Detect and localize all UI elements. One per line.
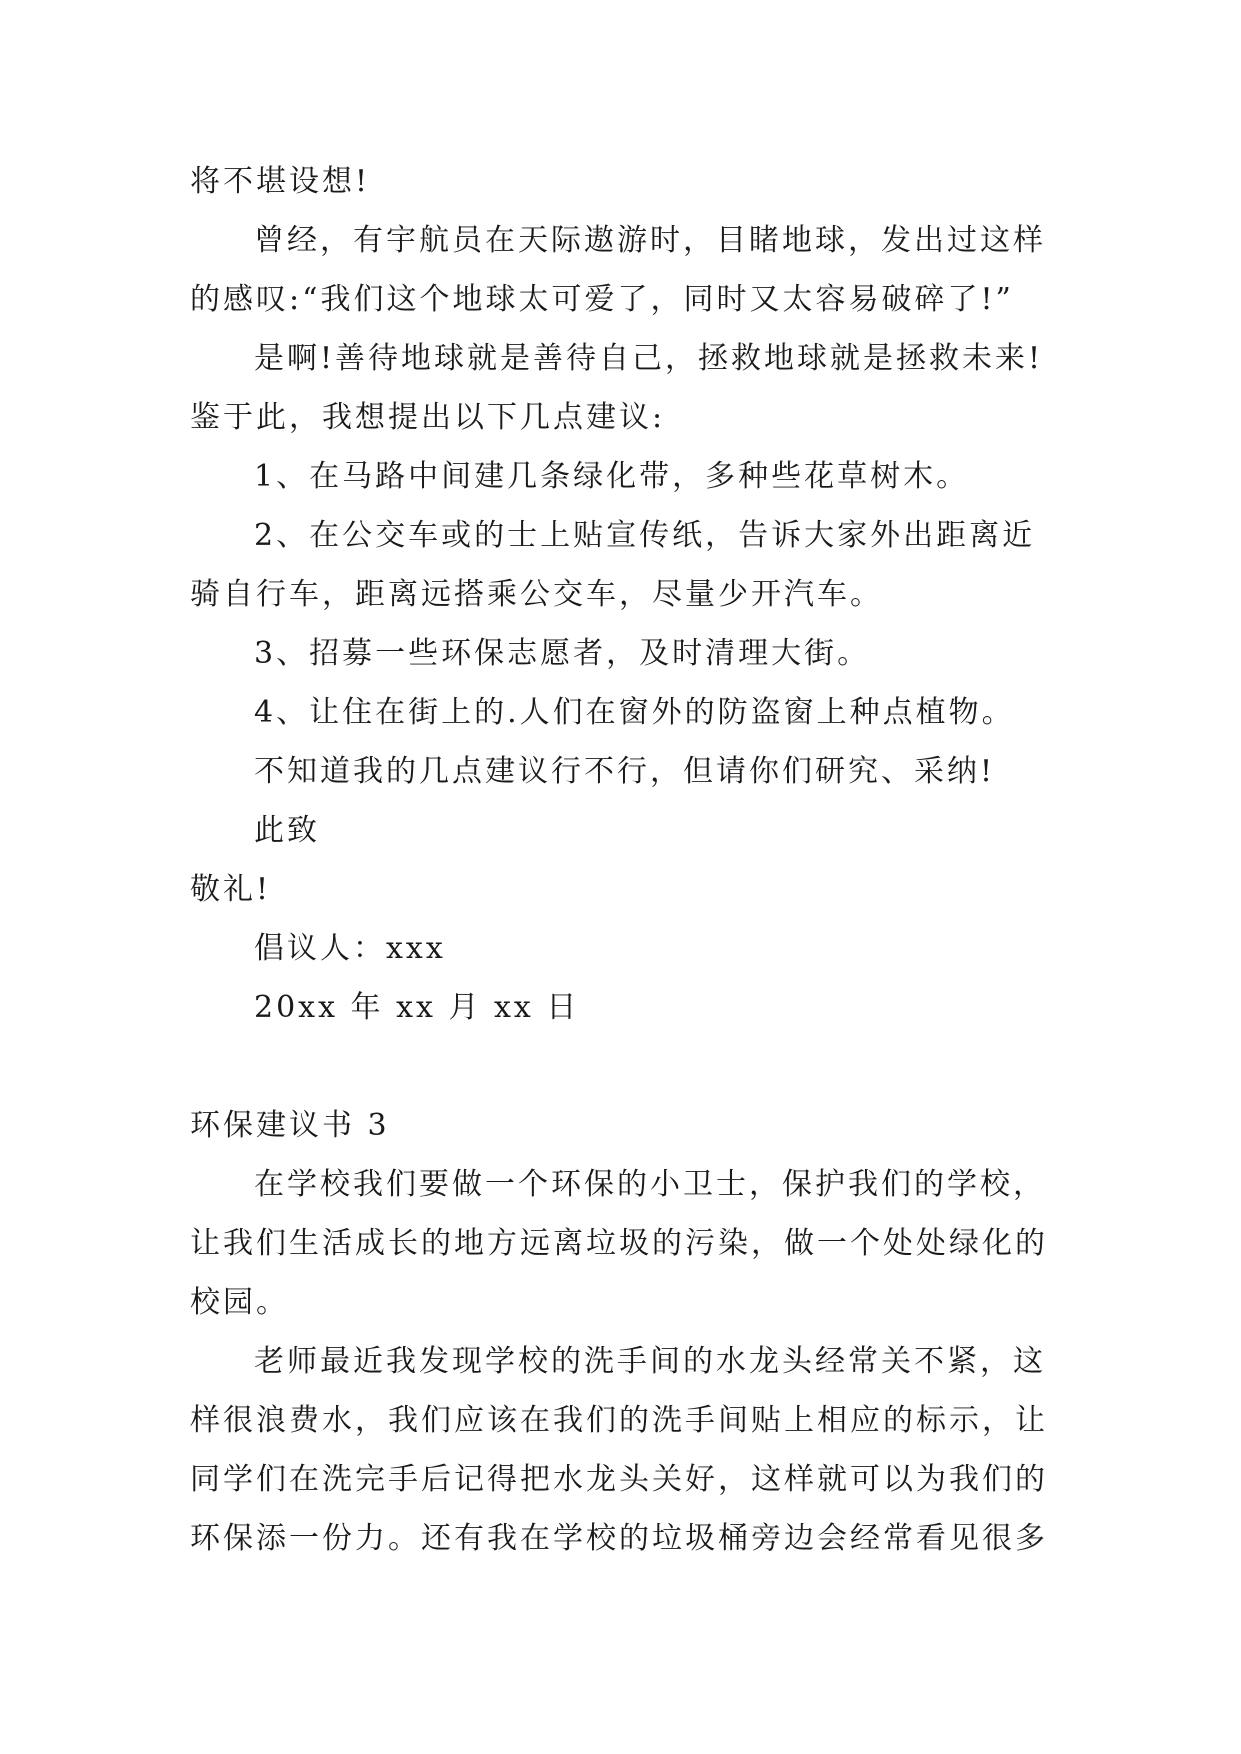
section-spacer <box>190 1037 1060 1096</box>
list-item: 1、在马路中间建几条绿化带，多种些花草树木。 <box>254 459 970 494</box>
document-page <box>190 152 1060 1568</box>
list-item: 2、在公交车或的士上贴宣传纸，告诉大家外出距离近 <box>254 518 1036 553</box>
paragraph-line: 环保添一份力。还有我在学校的垃圾桶旁边会经常看见很多 <box>190 1521 1048 1556</box>
closing-paragraph: 不知道我的几点建议行不行，但请你们研究、采纳! <box>254 754 996 789</box>
paragraph-line: 校园。 <box>190 1285 289 1320</box>
list-item: 4、让住在街上的.人们在窗外的防盗窗上种点植物。 <box>254 695 1015 730</box>
section-title: 环保建议书 3 <box>190 1108 390 1143</box>
signature-author: 倡议人：xxx <box>254 931 446 966</box>
paragraph-line: 同学们在洗完手后记得把水龙头关好，这样就可以为我们的 <box>190 1462 1048 1497</box>
paragraph-line: 将不堪设想! <box>190 164 371 199</box>
salutation: 此致 <box>254 813 320 848</box>
list-item: 3、招募一些环保志愿者，及时清理大街。 <box>254 636 871 671</box>
paragraph-line: 曾经，有宇航员在天际遨游时，目睹地球，发出过这样 <box>254 223 1046 258</box>
paragraph-line: 老师最近我发现学校的洗手间的水龙头经常关不紧，这 <box>254 1344 1046 1379</box>
paragraph-line: 让我们生活成长的地方远离垃圾的污染，做一个处处绿化的 <box>190 1226 1048 1261</box>
paragraph-line: 鉴于此，我想提出以下几点建议: <box>190 400 666 435</box>
list-item-continued: 骑自行车，距离远搭乘公交车，尽量少开汽车。 <box>190 577 883 612</box>
salutation-regards: 敬礼! <box>190 872 272 907</box>
paragraph-line: 的感叹:“我们这个地球太可爱了，同时又太容易破碎了!” <box>190 282 1014 317</box>
paragraph-line: 是啊!善待地球就是善待自己，拯救地球就是拯救未来! <box>254 341 1044 376</box>
paragraph-line: 在学校我们要做一个环保的小卫士，保护我们的学校， <box>254 1167 1046 1202</box>
signature-date: 20xx 年 xx 月 xx 日 <box>254 990 580 1025</box>
paragraph-line: 样很浪费水，我们应该在我们的洗手间贴上相应的标示，让 <box>190 1403 1048 1438</box>
